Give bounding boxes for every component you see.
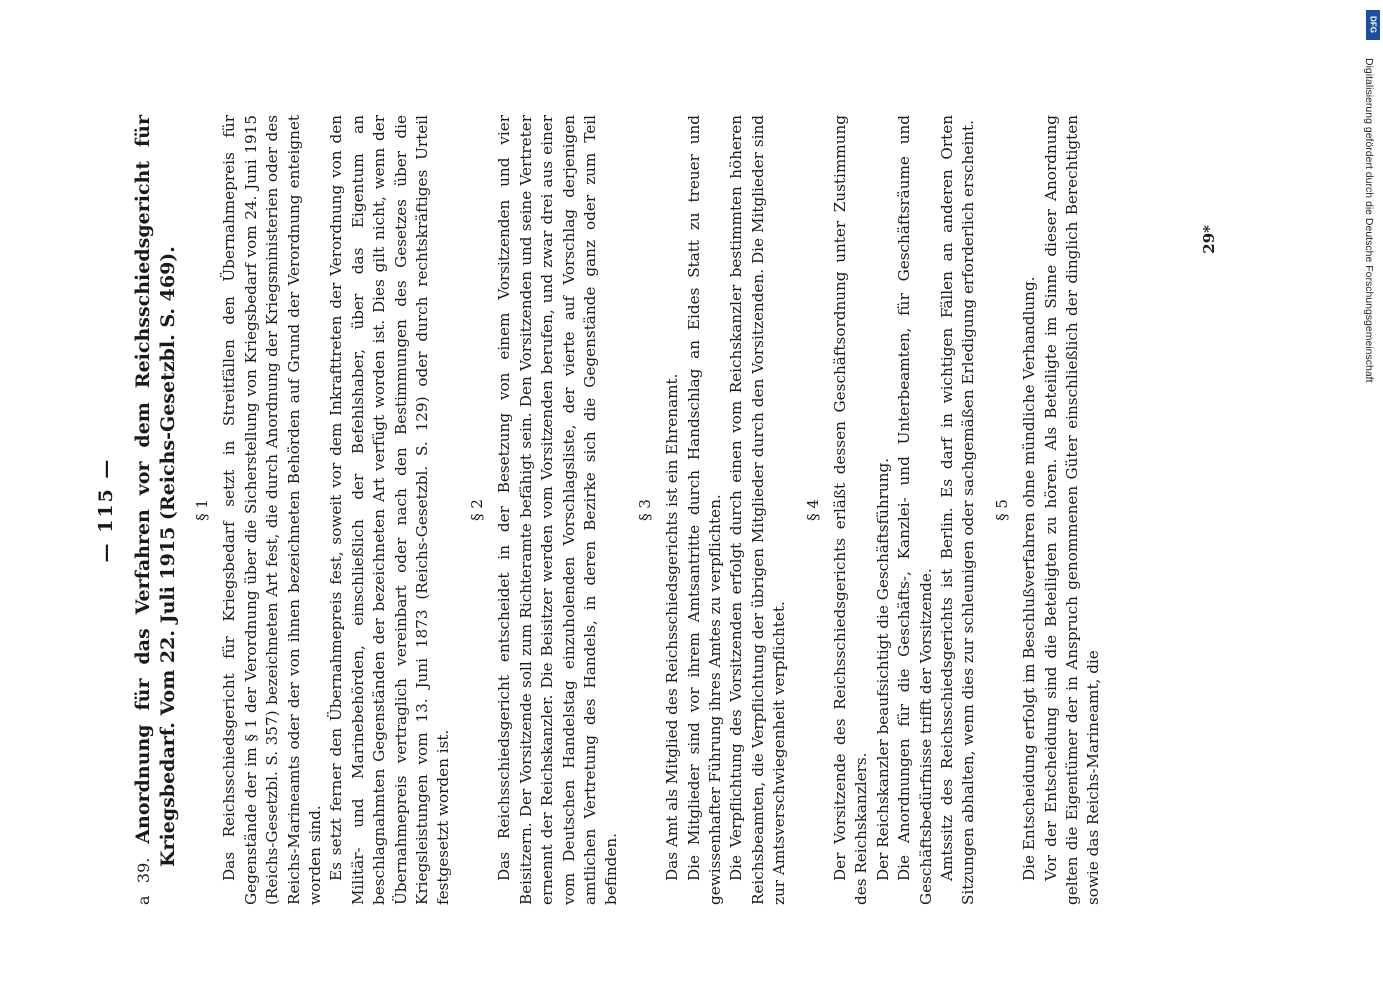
paragraph: Die Entscheidung erfolgt im Beschlußverfahren ohne mündliche Verhandlung. (1020, 276, 1039, 881)
title-number: a 39. (134, 857, 153, 905)
paragraph: Die Anordnungen für die Geschäfts-, Kanzlei- und Unterbeamten, für Geschäftsräume und Geschäftsbedürfnisse trifft der Vorsitzende. (895, 115, 935, 905)
section-heading: § 5 (992, 499, 1011, 521)
paragraph: Das Amt als Mitglied des Reichsschiedsgerichts ist ein Ehrenamt. (663, 373, 682, 881)
paragraph: Das Reichsschiedsgericht entscheidet in der Besetzung von einem Vorsitzenden und vier Beisitzern. Der Vorsitzende soll zum Richteramte befähigt sein. Den Vorsitzenden und seine Vertreter ernennt der Reichskanzler. Die Beisitzer werden vom Vorsitzenden berufen, und zwar drei aus einer vom Deutschen Handelstag einzuholenden Vorschlagsliste, der vierte auf Vorschlag derjenigen amtlichen Vertretung des Handels, in deren Bezirke sich die Gegenstände ganz oder zum Teil befinden. (495, 115, 621, 905)
dfg-logo: DFG (1366, 10, 1380, 40)
paragraph: Vor der Entscheidung sind die Beteiligten zu hören. Als Beteiligte im Sinne dieser Anordnung gelten die Eigentümer der in Anspruch genommenen Güter einschließlich der dinglich Berechtigten sowie das Reichs-Marineamt, die (1041, 115, 1103, 905)
section-heading: § 3 (635, 499, 654, 521)
funding-sidebar (1357, 8, 1381, 992)
document-page (95, 115, 1255, 905)
signature-mark: 29* (1200, 225, 1218, 254)
paragraph: Der Reichskanzler beaufsichtigt die Geschäftsführung. (873, 457, 892, 881)
section-heading: § 1 (193, 499, 211, 521)
funding-note: Digitalisierung gefördert durch die Deutsche Forschungsgemeinschaft (1363, 58, 1375, 383)
section-heading: § 4 (803, 499, 822, 521)
paragraph: Die Verpflichtung des Vorsitzenden erfolgt durch einen vom Reichskanzler bestimmten höheren Reichsbeamten, die Verpflichtung der übrigen Mitglieder durch den Vorsitzenden. Die Mitglieder sind zur Amtsverschwiegenheit verpflichtet. (727, 115, 789, 905)
document-body (131, 115, 1105, 905)
document-title (131, 115, 180, 905)
rotated-page (95, 115, 1255, 905)
page-number: — 115 — (95, 457, 117, 563)
paragraph: Amtssitz des Reichsschiedsgerichts ist Berlin. Es darf in wichtigen Fällen an anderen Orten Sitzungen abhalten, wenn dies zur schleunigen oder sachgemäßen Erledigung erforderlich erscheint. (938, 115, 978, 905)
paragraph: Der Vorsitzende des Reichsschiedsgerichts erläßt dessen Geschäftsordnung unter Zustimmung des Reichskanzlers. (830, 115, 871, 905)
paragraph: Die Mitglieder sind vor ihrem Amtsantritte durch Handschlag an Eides Statt zu treuer und gewissenhafter Führung ihres Amtes zu verpflichten. (684, 115, 724, 905)
section-heading: § 2 (467, 499, 486, 521)
paragraph: Das Reichsschiedsgericht für Kriegsbedarf setzt in Streitfällen den Übernahmepreis für Gegenstände der im § 1 der Verordnung über die Sicherstellung von Kriegsbedarf vom 24. Juni 1915 (Reichs-Gesetzbl. S. 357) bezeichneten Art fest, die durch Anordnung der Kriegsministerien oder des Reichs-Marineamts oder der von ihnen bezeichneten Behörden auf Grund der Verordnung enteignet worden sind. (220, 115, 325, 905)
title-text: Anordnung für das Verfahren vor dem Reichsschiedsgericht für Kriegsbedarf. Vom 22. Juli 1915 (Reichs-Gesetzbl. S. 469). (132, 114, 179, 867)
paragraph: Es setzt ferner den Übernahmepreis fest, soweit vor dem Inkrafttreten der Verordnung von den Militär- und Marinebehörden, einschließlich der Befehlshaber, über das Eigentum an beschlagnahmten Gegenständen der bezeichneten Art verfügt worden ist. Dies gilt nicht, wenn der Übernahmepreis vertraglich vereinbart oder nach den Bestimmungen des Gesetzes über die Kriegsleistungen vom 13. Juni 1873 (Reichs-Gesetzbl. S. 129) oder durch rechtskräftiges Urteil festgesetzt worden ist. (327, 115, 453, 905)
